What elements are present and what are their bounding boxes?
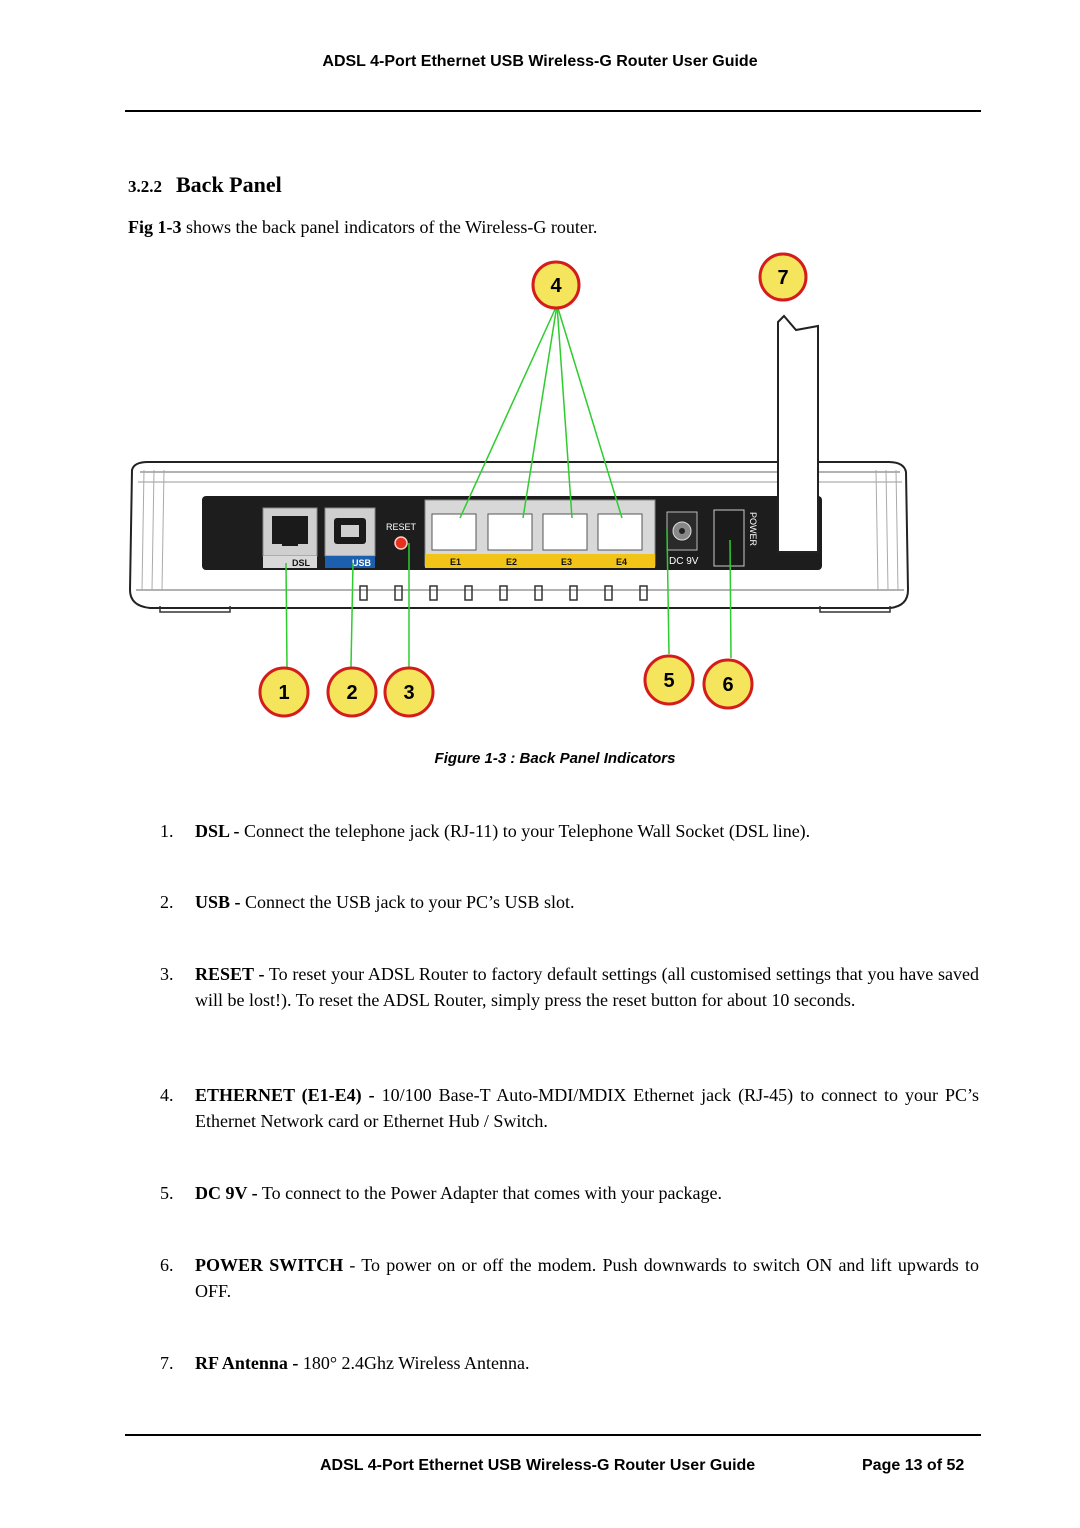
power-label: POWER bbox=[748, 512, 758, 547]
intro-paragraph bbox=[128, 217, 597, 238]
dc-label: DC 9V bbox=[669, 556, 699, 567]
section-title: Back Panel bbox=[176, 172, 282, 197]
callout-7 bbox=[760, 254, 806, 300]
header-rule bbox=[125, 110, 981, 112]
e2-label: E2 bbox=[506, 557, 518, 567]
svg-text:4: 4 bbox=[550, 275, 562, 297]
callout-3 bbox=[385, 668, 433, 716]
dc-power-jack bbox=[667, 512, 699, 567]
intro-text: shows the back panel indicators of the Wireless-G router. bbox=[181, 217, 598, 237]
back-panel-figure bbox=[120, 250, 920, 730]
reset-label: RESET bbox=[386, 522, 417, 532]
callout-4 bbox=[533, 262, 579, 308]
dsl-label: DSL bbox=[292, 558, 310, 568]
ethernet-ports bbox=[425, 500, 655, 568]
e4-label: E4 bbox=[616, 557, 628, 567]
callout-2 bbox=[328, 668, 376, 716]
footer-rule bbox=[125, 1434, 981, 1436]
page-number: Page 13 of 52 bbox=[862, 1457, 965, 1474]
figure-caption: Figure 1-3 : Back Panel Indicators bbox=[434, 750, 676, 767]
usb-port bbox=[325, 508, 375, 568]
callout-1 bbox=[260, 668, 308, 716]
svg-text:1: 1 bbox=[278, 682, 290, 704]
dsl-port bbox=[263, 508, 317, 568]
page-header-title: ADSL 4-Port Ethernet USB Wireless-G Router User Guide bbox=[322, 53, 758, 70]
svg-text:2: 2 bbox=[346, 682, 358, 704]
section-number: 3.2.2 bbox=[128, 177, 162, 196]
usb-label: USB bbox=[352, 558, 372, 568]
callout-5 bbox=[645, 656, 693, 704]
e1-label: E1 bbox=[450, 557, 462, 567]
svg-text:7: 7 bbox=[777, 267, 789, 289]
figure-reference: Fig 1-3 bbox=[128, 217, 182, 237]
callout-6 bbox=[704, 660, 752, 708]
antenna bbox=[778, 316, 818, 552]
page-footer bbox=[320, 1457, 965, 1475]
svg-text:3: 3 bbox=[403, 682, 415, 704]
svg-text:6: 6 bbox=[722, 674, 734, 696]
e3-label: E3 bbox=[561, 557, 573, 567]
footer-title: ADSL 4-Port Ethernet USB Wireless-G Router User Guide bbox=[320, 1457, 756, 1474]
section-heading bbox=[128, 172, 282, 198]
svg-text:5: 5 bbox=[663, 670, 675, 692]
